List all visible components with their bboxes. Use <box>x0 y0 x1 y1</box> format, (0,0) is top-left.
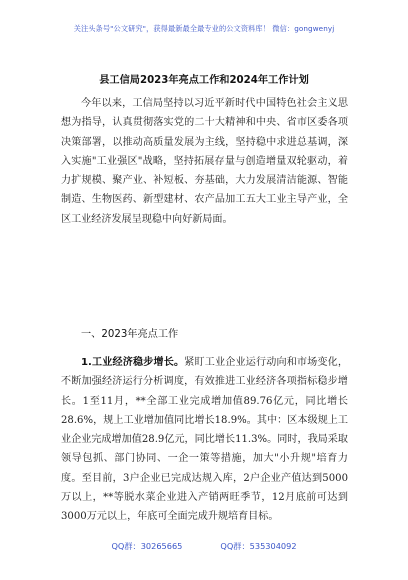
footer-qq-group-1: QQ群：30265665 <box>111 541 183 551</box>
footer-qq-group-2: QQ群：535304092 <box>220 541 297 551</box>
item-1-lead: 1.工业经济稳步增长。 <box>81 357 185 368</box>
intro-paragraph: 今年以来，工信局坚持以习近平新时代中国特色社会主义思想为指导，认真贯彻落实党的二十大精神和中央、省市区委各项决策部署，以推动高质量发展为主线，坚持稳中求进总基调，深入实施"工业强区"战略，坚持拓展存量与创造增量双轮驱动，着力扩规模、聚产业、补短板、夯基础，大力发展清洁能源、智能制造、生物医药、新型建材、农产品加工五大工业主导产业，全区工业经济发展呈现稳中向好新局面。 <box>61 98 348 225</box>
promo-banner: 关注头条号"公文研究"，获得最新最全最专业的公文资料库！ 微信：gongwenyj <box>73 24 335 33</box>
item-1-text: 紧盯工业企业运行动向和市场变化，不断加强经济运行分析调度，有效推进工业经济各项指标稳步增长。1至11月，**全部工业完成增加值89.76亿元，同比增长28.6%，规上工业增加值同比增长18.9%。其中：区本级规上工业企业完成增加值28.9亿元，同比增长11.3%。同时，我局采取领导包抓、部门协同、一企一策等措施，加大"小升规"培育力度。至目前，3户企业已完成达规入库，2户企业产值达到5000万以上，**等脱水菜企业进入产销两旺季节，12月底前可达到3000万元以上，年底可全面完成升规培育目标。 <box>61 357 349 523</box>
document-title: 县工信局2023年亮点工作和2024年工作计划 <box>99 75 309 86</box>
section-heading: 一、2023年亮点工作 <box>81 329 179 340</box>
item-1-paragraph <box>61 353 348 527</box>
footer <box>0 541 408 552</box>
